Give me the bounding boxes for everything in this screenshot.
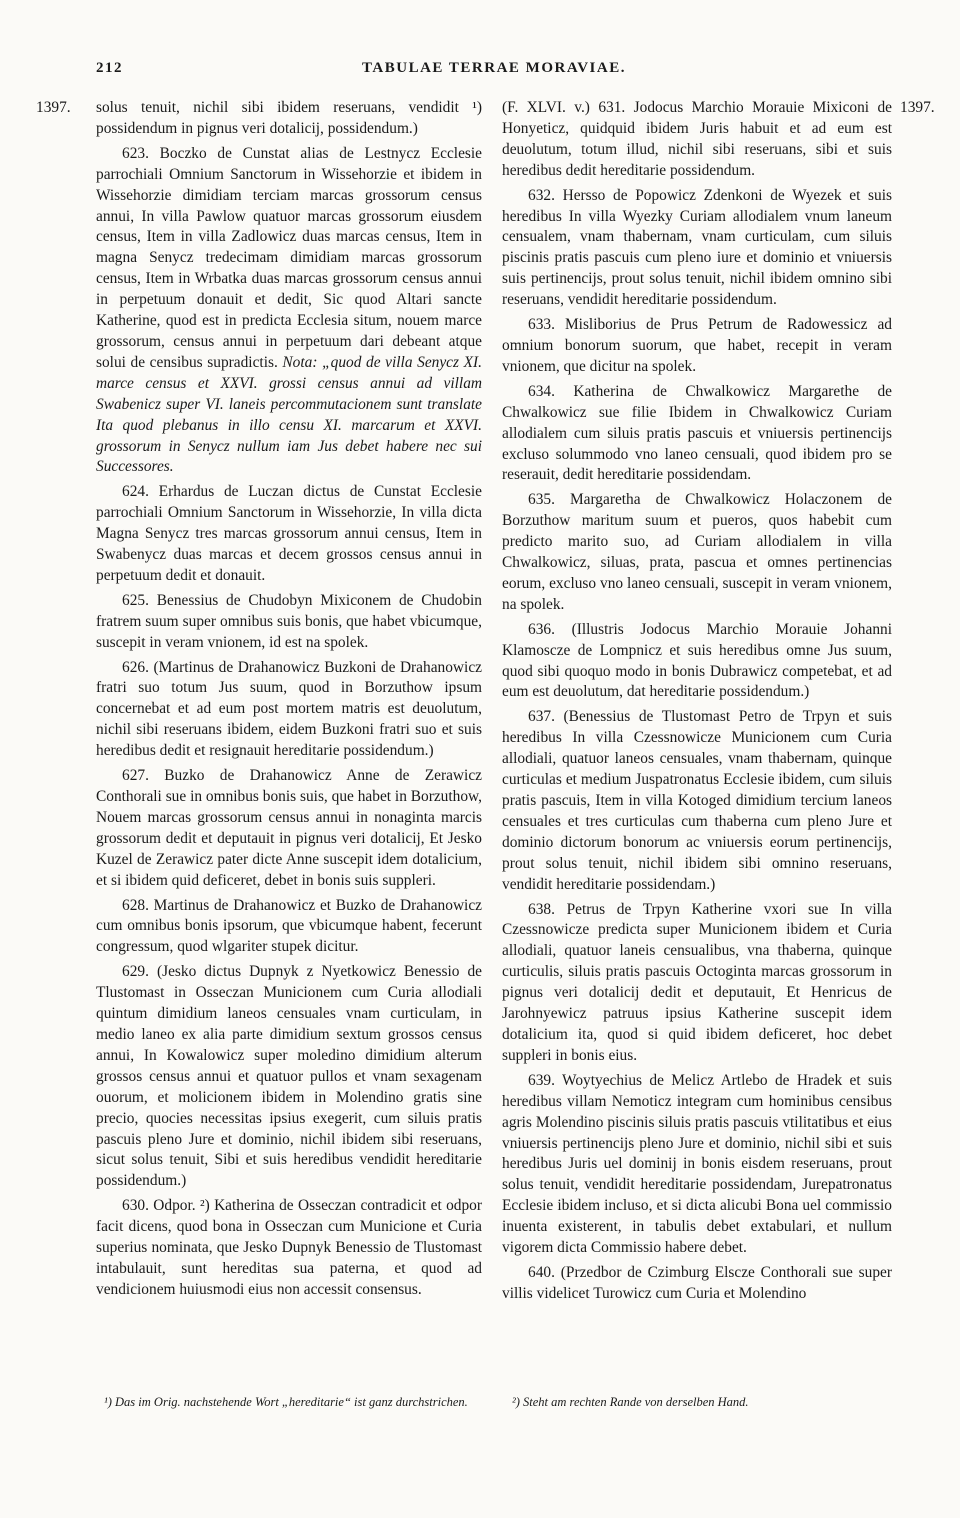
entry-633 — [502, 315, 892, 378]
margin-year-right: 1397. — [900, 99, 935, 116]
entry-626 — [96, 658, 482, 763]
entry-632 — [502, 186, 892, 311]
folio-reference: (F. XLVI. v.) — [502, 99, 590, 116]
entry-text: Jodocus Marchio Morauie Mixiconi de Honyeticz, quidquid ibidem Juris habuit et ad eum est deuolutum, totum illud, nichil sibi reseruans, sibi et suis heredibus dedit hereditarie possidendum. — [502, 99, 892, 179]
entry-number: 631. — [598, 99, 626, 116]
entry-624 — [96, 482, 482, 587]
entry-634 — [502, 382, 892, 487]
entry-635 — [502, 490, 892, 615]
entry-number: 634. — [528, 382, 555, 400]
right-column — [502, 98, 892, 1309]
entry-text: Misliborius de Prus Petrum de Radowessicz ad omnium bonorum suorum, que habet, recepit in veram vnionem, que dicitur na spolek. — [502, 316, 892, 375]
entry-number: 632. — [528, 186, 555, 204]
entry-628 — [96, 896, 482, 959]
entry-continuation: solus tenuit, nichil sibi ibidem reseruans, vendidit ¹) possidendum in pignus veri dotalicij, possidendum.) — [96, 99, 482, 137]
entry-text: Margaretha de Chwalkowicz Holaczonem de Borzuthow maritum suum et pueros, quos habebit cum predicto marito suo, ad Curiam allodialem in villa Chwalkowicz, siluas, prata, pascua et omnes pertinencias eorum, excluso vno laneo censuali, suscepit in veram vnionem, na spolek. — [502, 491, 892, 613]
entry-629 — [96, 962, 482, 1192]
entry-640 — [502, 1263, 892, 1305]
running-title: TABULAE TERRAE MORAVIAE. — [362, 60, 626, 76]
entry-nota: Nota: „quod de villa Senycz XI. marce census et XXVI. grossi census annui ad villam Swabenicz super VI. laneis percommutacionem sunt translate Ita quod plebanus in illo censu XI. marcarum et XXVI. grossorum in Senycz nullum iam Jus debet habere nec sui Successores. — [96, 353, 482, 476]
margin-year-left: 1397. — [36, 99, 71, 116]
entry-text: Odpor. ²) Katherina de Osseczan contradicit et odpor facit dicens, quod bona in Osseczan cum Municione et Curia superius nominata, que Jesko Dupnyk Benessio de Tlustomast intabulauit, sunt hereditas sua paterna, et quod ad vendicionem huiusmodi eius non accessit consensus. — [96, 1197, 482, 1298]
entry-text: Petrus de Trpyn Katherine vxori sue In villa Czessnowicze predicta super Municionem ibidem et Curia allodiali, quatuor laneis censualibus, vna thaberna, quinque curticulis, siluis pratis pascuis Octoginta marcas grossorum in pignus veri dotalicij dedit et deputauit, Et Henricus de Jarohnyewicz patruus ipsius Katherine suscepit idem dotalicium ita, quod si quid ibidem deficeret, hoc debet suppleri in bonis eius. — [502, 900, 892, 1064]
entry-text: Woytyechius de Melicz Artlebo de Hradek et suis heredibus villam Nemoticz integram cum hominibus censibus agris Molendino piscinis siluis pratis pascuis vtilitatibus et eius vniuersis pertinencijs pleno Jure et dominio, nichil sibi et suis heredibus Juris uel dominij in bonis eisdem reseruans, prout solus tenuit, vendidit hereditarie possidendam, Jurepatronatus Ecclesie ibidem incluso, et si dicta alicubi Bona uel commissio inuenta existerent, in tabulis debet extabulari, et nullum vigorem dicta Commissio habere debet. — [502, 1071, 892, 1257]
entry-number: 629. — [122, 963, 149, 981]
left-column — [96, 98, 482, 1305]
entry-number: 639. — [528, 1071, 555, 1089]
entry-number: 630. — [122, 1197, 149, 1215]
entry-number: 635. — [528, 491, 555, 509]
entry-number: 623. — [122, 144, 149, 162]
footnote-2: ²) Steht am rechten Rande von derselben Hand. — [512, 1395, 749, 1409]
entry-number: 633. — [528, 316, 555, 334]
entry-639 — [502, 1071, 892, 1259]
entry-636 — [502, 620, 892, 704]
entry-text: (Martinus de Drahanowicz Buzkoni de Drahanowicz fratri suo totum Jus suum, quod in Borzuthow ipsum concernebat et ad eum post mortem matris est deuolutum, nichil sibi reseruans ibidem, eidem Buzkoni fratri suo et suis heredibus dedit et resignauit hereditarie possidendum.) — [96, 658, 482, 760]
entry-630 — [96, 1196, 482, 1301]
entry-text: (Benessius de Tlustomast Petro de Trpyn et suis heredibus In villa Czessnowicze Municionem cum Curia allodiali, quatuor laneos censuales, vnam thabernam, quinque curticulas et medium Juspatronatus Ecclesie ibidem, cum siluis pratis pascuis, Item in villa Kotoged dimidium tercium laneos censuales et tres curticulas cum thaberna cum pleno Jure et dominio dictorum bonorum ac vniuersis eorum pertinencijs, prout solus tenuit, nichil ibidem sibi omnino reseruans, vendidit hereditarie possidendam.) — [502, 708, 892, 893]
entry-text: (Illustris Jodocus Marchio Morauie Johanni Klamoscze de Lompnicz et suis heredibus omne Jus suum, quod sibi quoquo modo in bonis Dubrawicz competebat, et ad eum est deuolutum, dat hereditarie possidendum.) — [502, 620, 892, 701]
footnote-1: ¹) Das im Orig. nachstehende Wort „hereditarie“ ist ganz durchstrichen. — [104, 1395, 468, 1409]
entry-number: 628. — [122, 896, 149, 914]
entry-631 — [502, 98, 892, 182]
entry-text: Buzko de Drahanowicz Anne de Zerawicz Conthorali sue in omnibus bonis suis, que habet in Borzuthow, Nouem marcas grossorum census annui in nonaginta marcis grossorum dedit et deputauit in pignus veri dotalicij, Et Jesko Kuzel de Zerawicz pater dicte Anne suscepit idem dotalicium, et si ibidem quid deficeret, debet in bonis suis suppleri. — [96, 767, 482, 889]
entry-625 — [96, 591, 482, 654]
entry-text: (Jesko dictus Dupnyk z Nyetkowicz Benessio de Tlustomast in Osseczan Municionem cum Curia allodiali quintum dimidium laneos censuales vnam curticulam, in medio laneo ex alia parte dimidium sextum grossos census annui, In Kowalowicz super moledino dimidium alterum grossos census annui et quatuor pullos et vnam sexagenam ouorum, et molicionem ibidem in Molendino gratis sine precio, quocies necessitas ipsius exegerit, cum siluis pratis pascuis pleno Jure et dominio, nichil ibidem sibi reseruans, sicut solus tenuit, Sibi et suis heredibus vendidit hereditarie possidendum.) — [96, 963, 482, 1190]
entry-637 — [502, 707, 892, 895]
entry-number: 636. — [528, 620, 555, 638]
entry-number: 625. — [122, 591, 149, 609]
entry-number: 627. — [122, 767, 149, 785]
entry-text: Boczko de Cunstat alias de Lestnycz Ecclesie parrochiali Omnium Sanctorum in Wissehorzie et ibidem in Wissehorzie dimidiam terciam marcas grossorum census annui, In villa Pawlow quatuor marcas grossorum eiusdem census, Item in villa Zadlowicz duas marcas census, Item in magna Senycz tredecimam dimidiam marcas grossorum census, Item in Wrbatka duas marcas grossorum census annui in perpetuum donauit et dedit, Sic quod Altari sancte Katherine, quod est in predicta Ecclesia situm, nouem marce grossorum, census annui in perpetuum dari debeant atque solui de censibus supradictis. — [96, 144, 483, 371]
entry-text: Martinus de Drahanowicz et Buzko de Drahanowicz cum omnibus bonis ipsorum, que vbicumque habent, fecerunt congressum, quod wlgariter stupek dicitur. — [96, 896, 482, 956]
entry-text: Katherina de Chwalkowicz Margarethe de Chwalkowicz sue filie Ibidem in Chwalkowicz Curiam allodialem cum siluis pratis pascuis et vniuersis pertinencijs excluso solummodo vno laneo censuali, quod ibidem pro se reserauit, dedit hereditarie possidendam. — [502, 382, 892, 484]
entry-text: Erhardus de Luczan dictus de Cunstat Ecclesie parrochiali Omnium Sanctorum in Wissehorzie, In villa dicta Magna Senycz tres marcas grossorum annui census, Item in Swabenycz duas marcas et decem grossos census annui in perpetuum dedit et donauit. — [96, 483, 482, 584]
entry-number: 638. — [528, 900, 555, 918]
entry-number: 640. — [528, 1263, 555, 1281]
page-header — [96, 60, 892, 84]
entry-number: 624. — [122, 483, 149, 501]
entry-text: (Przedbor de Czimburg Elscze Conthorali sue super villis videlicet Turowicz cum Curia et Molendino — [502, 1263, 892, 1302]
entry-number: 637. — [528, 708, 555, 726]
entry-638 — [502, 900, 892, 1067]
page-number: 212 — [96, 60, 123, 76]
entry-623 — [96, 144, 482, 479]
entry-text: Hersso de Popowicz Zdenkoni de Wyezek et suis heredibus In villa Wyezky Curiam allodialem vnum laneum censualem, vnam thabernam, vnam curticulam, cum siluis piscinis pratis pascuis cum pleno iure et dominio et vniuersis suis pertinencijs, prout solus tenuit, nichil ibidem omnino sibi reseruans, vendidit hereditarie possidendum. — [502, 186, 892, 309]
entry-text: Benessius de Chudobyn Mixiconem de Chudobin fratrem suum super omnibus suis bonis, que habet vbicumque, suscepit in veram vnionem, id est na spolek. — [96, 591, 482, 651]
entry-number: 626. — [122, 658, 149, 676]
entry-627 — [96, 766, 482, 891]
